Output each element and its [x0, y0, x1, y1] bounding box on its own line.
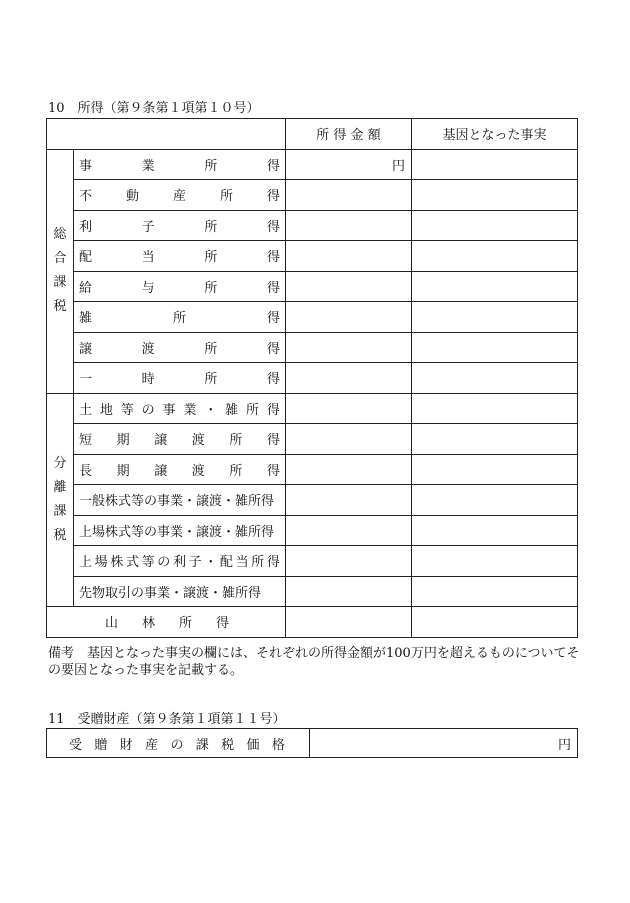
gift-label-cell [47, 729, 310, 758]
label-char: 得 [266, 341, 280, 357]
income-item-label [74, 576, 286, 607]
income-item-text [79, 399, 280, 418]
label-char: 事 [79, 158, 93, 174]
header-amount: 所 得 金 額 [286, 119, 412, 150]
income-item-label [74, 424, 286, 455]
income-row [47, 363, 578, 394]
yen-unit: 円 [557, 737, 571, 753]
income-item-label [74, 241, 286, 272]
label-char: 所 [204, 219, 218, 235]
label-char: の [157, 555, 171, 571]
label-char: 利 [172, 555, 186, 571]
label-char: 所 [229, 433, 243, 449]
gift-label [69, 734, 285, 753]
label-char: 長 [79, 463, 93, 479]
label-char: 当 [141, 250, 155, 266]
label-char: 業 [141, 158, 155, 174]
label-char: 土 [79, 402, 93, 418]
income-amount-cell[interactable] [286, 424, 412, 455]
income-fact-cell[interactable] [412, 332, 578, 363]
income-fact-cell[interactable] [412, 241, 578, 272]
income-item-text [79, 582, 280, 601]
group-label-char: 課 [53, 503, 67, 519]
label-char: 雑 [225, 402, 239, 418]
label-char: 事 [162, 402, 176, 418]
gift-table [46, 728, 578, 758]
label-char: 所 [204, 372, 218, 388]
label-char: 得 [266, 463, 280, 479]
group-label-char: 離 [53, 479, 67, 495]
label-char: の [170, 737, 184, 753]
income-fact-cell[interactable] [412, 363, 578, 394]
header-fact: 基因となった事実 [412, 119, 578, 150]
label-char: 当 [235, 555, 249, 571]
label-char: 不 [79, 189, 93, 205]
income-item-label [74, 363, 286, 394]
label-char: 贈 [94, 737, 108, 753]
group-label-char: 税 [53, 299, 67, 314]
label-char: 所 [204, 280, 218, 296]
income-table [46, 118, 578, 638]
income-row [47, 302, 578, 333]
label-char: 所 [204, 250, 218, 266]
income-item-label [74, 485, 286, 516]
income-amount-cell[interactable] [286, 363, 412, 394]
income-fact-cell[interactable] [412, 424, 578, 455]
income-row [47, 576, 578, 607]
forest-label [105, 612, 229, 631]
income-item-text [79, 338, 280, 357]
group-label-char: 税 [53, 527, 67, 543]
income-fact-cell[interactable] [412, 546, 578, 577]
label-char: 動 [125, 189, 139, 205]
income-amount-cell[interactable] [286, 180, 412, 211]
general-group-label [47, 149, 74, 393]
forest-label-cell [47, 607, 286, 638]
label-char: ・ [204, 555, 218, 571]
income-row [47, 241, 578, 272]
income-amount-cell[interactable] [286, 454, 412, 485]
income-row-forest [47, 607, 578, 638]
label-char: ・ [204, 402, 218, 418]
label-char: 譲 [154, 463, 168, 479]
yen-unit: 円 [391, 158, 405, 174]
income-fact-cell[interactable] [412, 271, 578, 302]
income-item-text [79, 490, 280, 509]
header-row [47, 119, 578, 150]
income-row [47, 332, 578, 363]
label-char: 得 [266, 158, 280, 174]
income-row [47, 210, 578, 241]
separate-group-label [47, 393, 74, 607]
label-char: 価 [246, 737, 260, 753]
label-char: 上場株式等の事業・譲渡・雑所得 [79, 524, 275, 540]
income-fact-cell[interactable] [412, 485, 578, 516]
gift-row [47, 729, 578, 758]
income-amount-cell[interactable] [286, 210, 412, 241]
label-char: 所 [219, 189, 233, 205]
label-char: 所 [172, 311, 186, 327]
income-fact-cell[interactable] [412, 302, 578, 333]
income-item-text [79, 307, 280, 326]
label-char: 所 [251, 555, 265, 571]
label-char: 等 [120, 402, 134, 418]
income-row [47, 149, 578, 180]
label-char: 子 [141, 219, 155, 235]
group-label-char: 合 [53, 251, 67, 266]
label-char: 場 [94, 555, 108, 571]
label-char: 得 [266, 433, 280, 449]
income-item-text [79, 216, 280, 235]
label-char: 得 [266, 189, 280, 205]
income-fact-cell[interactable] [412, 515, 578, 546]
label-char: 渡 [191, 463, 205, 479]
label-char: 与 [141, 280, 155, 296]
label-char: 得 [266, 555, 280, 571]
income-item-text [79, 368, 280, 387]
label-char: 林 [141, 616, 155, 632]
group-label-char: 分 [53, 455, 67, 471]
label-char: 配 [219, 555, 233, 571]
section-11-title: 11 受贈財産（第９条第１項第１１号） [48, 712, 286, 727]
label-char: 得 [266, 280, 280, 296]
label-char: 所 [178, 616, 192, 632]
label-char: 先物取引の事業・譲渡・雑所得 [79, 585, 262, 601]
label-char: 所 [246, 402, 260, 418]
label-char: の [141, 402, 155, 418]
label-char: 得 [266, 311, 280, 327]
income-amount-cell[interactable] [286, 576, 412, 607]
label-char: 得 [215, 616, 229, 632]
label-char: 地 [99, 402, 113, 418]
label-char: 財 [119, 737, 133, 753]
label-char: 得 [266, 219, 280, 235]
label-char: 所 [204, 158, 218, 174]
income-item-text [79, 521, 280, 540]
income-fact-cell[interactable] [412, 454, 578, 485]
income-item-label [74, 210, 286, 241]
remarks-note: 備考 基因となった事実の欄には、それぞれの所得金額が100万円を超えるものについてその要因となった事実を記載する。 [48, 646, 580, 678]
income-item-text [79, 246, 280, 265]
income-item-text [79, 429, 280, 448]
label-char: 譲 [79, 341, 93, 357]
income-row [47, 454, 578, 485]
income-item-label [74, 180, 286, 211]
income-row [47, 485, 578, 516]
label-char: 時 [141, 372, 155, 388]
income-item-label [74, 271, 286, 302]
label-char: 利 [79, 219, 93, 235]
income-row [47, 180, 578, 211]
gift-amount-cell[interactable] [310, 729, 578, 758]
label-char: 山 [105, 616, 119, 632]
section-10-title: 10 所得（第９条第１項第１０号） [48, 101, 260, 116]
label-char: 所 [204, 341, 218, 357]
label-char: 子 [188, 555, 202, 571]
income-fact-cell[interactable] [412, 210, 578, 241]
header-blank-cell [47, 119, 286, 150]
income-item-label [74, 302, 286, 333]
forest-amount-cell[interactable] [286, 607, 412, 638]
income-amount-cell[interactable] [286, 332, 412, 363]
income-item-label [74, 149, 286, 180]
label-char: 渡 [141, 341, 155, 357]
income-fact-cell[interactable] [412, 180, 578, 211]
income-item-text [79, 185, 280, 204]
label-char: 短 [79, 433, 93, 449]
income-item-text [79, 277, 280, 296]
income-fact-cell[interactable] [412, 576, 578, 607]
label-char: 株 [110, 555, 124, 571]
income-item-label [74, 393, 286, 424]
income-item-label [74, 454, 286, 485]
income-amount-cell[interactable] [286, 485, 412, 516]
income-row [47, 424, 578, 455]
income-amount-cell[interactable] [286, 149, 412, 180]
income-item-label [74, 332, 286, 363]
label-char: 式 [125, 555, 139, 571]
label-char: 得 [266, 372, 280, 388]
income-row [47, 393, 578, 424]
label-char: 渡 [191, 433, 205, 449]
label-char: 税 [221, 737, 235, 753]
income-amount-cell[interactable] [286, 546, 412, 577]
income-fact-cell[interactable] [412, 149, 578, 180]
label-char: 産 [145, 737, 159, 753]
label-char: 得 [266, 250, 280, 266]
income-item-label [74, 515, 286, 546]
label-char: 上 [79, 555, 93, 571]
label-char: 所 [229, 463, 243, 479]
label-char: 得 [266, 402, 280, 418]
income-item-text [79, 551, 280, 570]
label-char: 格 [271, 737, 285, 753]
income-amount-cell[interactable] [286, 393, 412, 424]
label-char: 業 [183, 402, 197, 418]
label-char: 期 [116, 463, 130, 479]
label-char: 受 [69, 737, 83, 753]
income-item-label [74, 546, 286, 577]
label-char: 譲 [154, 433, 168, 449]
forest-fact-cell[interactable] [412, 607, 578, 638]
label-char: 課 [195, 737, 209, 753]
income-amount-cell[interactable] [286, 302, 412, 333]
income-item-text [79, 460, 280, 479]
income-row [47, 271, 578, 302]
group-label-char: 課 [53, 275, 67, 290]
label-char: 一般株式等の事業・譲渡・雑所得 [79, 494, 275, 510]
income-amount-cell[interactable] [286, 271, 412, 302]
income-amount-cell[interactable] [286, 515, 412, 546]
label-char: 産 [172, 189, 186, 205]
label-char: 雑 [79, 311, 93, 327]
label-char: 等 [141, 555, 155, 571]
group-label-char: 総 [53, 227, 67, 242]
label-char: 給 [79, 280, 93, 296]
label-char: 期 [116, 433, 130, 449]
income-item-text [79, 155, 280, 174]
income-fact-cell[interactable] [412, 393, 578, 424]
income-row [47, 515, 578, 546]
label-char: 一 [79, 372, 93, 388]
income-amount-cell[interactable] [286, 241, 412, 272]
income-row [47, 546, 578, 577]
label-char: 配 [79, 250, 93, 266]
